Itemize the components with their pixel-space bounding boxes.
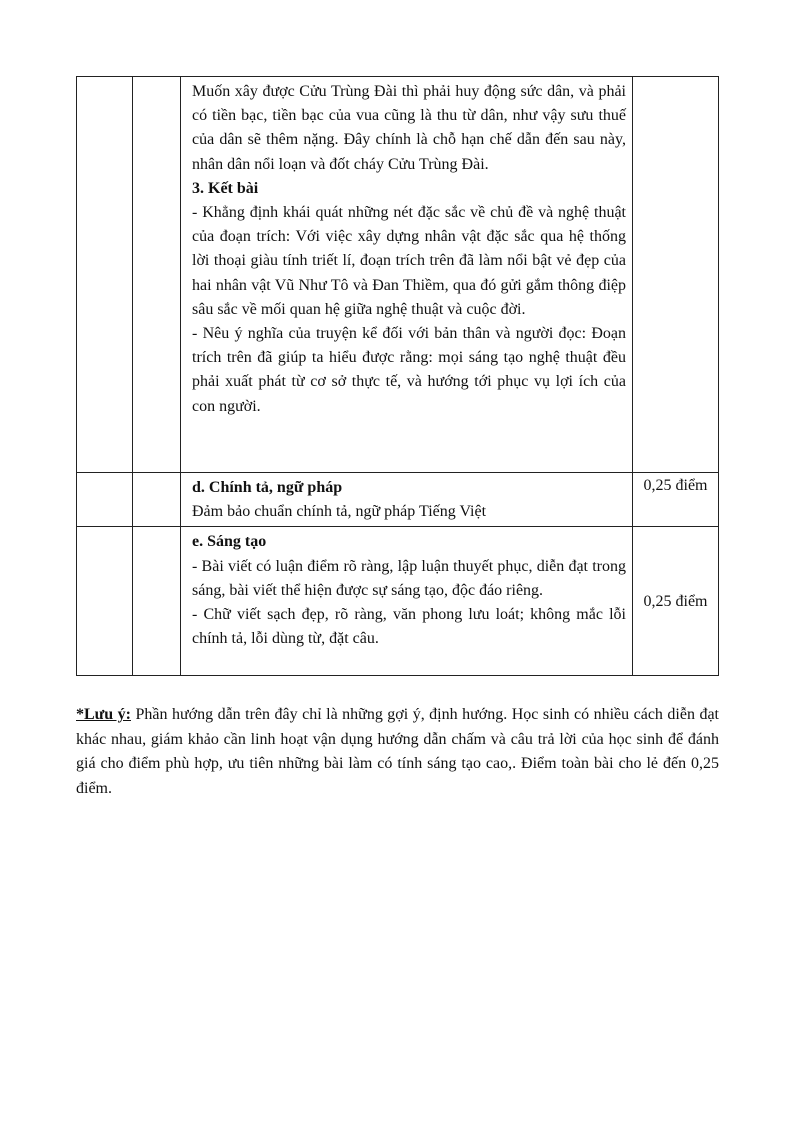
conclusion-point: - Nêu ý nghĩa của truyện kể đối với bản thân và người đọc: Đoạn trích trên đã giúp ta hiểu được rằng: mọi sáng tạo nghệ thuật đều phải xuất phát từ cơ sở thực tế, và hướng tới phục vụ lợi ích của con người.: [192, 325, 626, 415]
criterion-point: - Bài viết có luận điểm rõ ràng, lập luận thuyết phục, diễn đạt trong sáng, bài viết thể hiện được sự sáng tạo, độc đáo riêng.: [192, 557, 626, 599]
question-cell: [133, 77, 181, 473]
section-cell: [77, 77, 133, 473]
question-cell: [133, 527, 181, 676]
question-cell: [133, 473, 181, 527]
score-value: 0,25 điểm: [643, 592, 708, 610]
score-cell: [633, 77, 719, 473]
criterion-heading: e. Sáng tạo: [192, 533, 267, 551]
note-paragraph: [76, 703, 719, 801]
score-value: 0,25 điểm: [643, 477, 708, 494]
table-row: [77, 77, 719, 473]
section-cell: [77, 527, 133, 676]
criterion-point: - Chữ viết sạch đẹp, rõ ràng, văn phong lưu loát; không mắc lỗi chính tả, lỗi dùng từ, đặt câu.: [192, 606, 626, 648]
score-cell: [633, 473, 719, 527]
criterion-heading: d. Chính tả, ngữ pháp: [192, 479, 343, 496]
grading-table: [76, 76, 719, 676]
content-cell: [181, 527, 633, 676]
note-text: Phần hướng dẫn trên đây chỉ là những gợi ý, định hướng. Học sinh có nhiều cách diễn đạt khác nhau, giám khảo cần linh hoạt vận dụng hướng dẫn chấm và câu trả lời của học sinh để đánh giá cho điểm phù hợp, ưu tiên những bài làm có tính sáng tạo cao,. Điểm toàn bài cho lẻ đến 0,25 điểm.: [76, 706, 719, 797]
content-cell: [181, 77, 633, 473]
table-row: [77, 527, 719, 676]
score-cell: [633, 527, 719, 676]
conclusion-heading: 3. Kết bài: [192, 179, 259, 197]
criterion-text: Đảm bảo chuẩn chính tả, ngữ pháp Tiếng Việt: [192, 503, 487, 521]
conclusion-point: - Khẳng định khái quát những nét đặc sắc về chủ đề và nghệ thuật của đoạn trích: Với việc xây dựng nhân vật đặc sắc qua hệ thống lời thoại giàu tính triết lí, đoạn trích trên đã làm nổi bật vẻ đẹp của hai nhân vật Vũ Như Tô và Đan Thiềm, qua đó gửi gắm thông điệp sâu sắc về mối quan hệ giữa nghệ thuật và cuộc đời.: [192, 204, 626, 318]
section-cell: [77, 473, 133, 527]
content-cell: [181, 473, 633, 527]
body-paragraph: Muốn xây được Cửu Trùng Đài thì phải huy động sức dân, và phải có tiền bạc, tiền bạc của vua cũng là thu từ dân, như vậy sưu thuế của dân sẽ thêm nặng. Đây chính là chỗ hạn chế dẫn đến sau này, nhân dân nổi loạn và đốt cháy Cửu Trùng Đài.: [192, 83, 626, 173]
note-label: *Lưu ý:: [76, 706, 131, 723]
table-row: [77, 473, 719, 527]
